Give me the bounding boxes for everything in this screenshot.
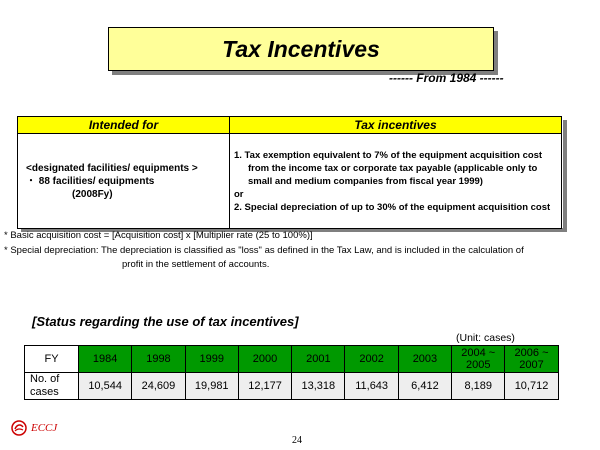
from-note: ------ From 1984 ------ [389,71,504,85]
cases-cell: 8,189 [452,373,505,400]
cases-cell: 12,177 [238,373,291,400]
year-header: 2000 [238,346,291,373]
page-title: Tax Incentives [222,35,380,62]
year-header: 1999 [185,346,238,373]
cases-cell: 6,412 [398,373,451,400]
fy-header: FY [25,346,79,373]
eccj-logo [11,420,57,436]
cases-cell: 10,712 [505,373,558,400]
page-number: 24 [292,435,302,446]
year-header: 2001 [292,346,345,373]
note-special-dep-cont: profit in the settlement of accounts. [122,259,270,270]
year-header: 1998 [132,346,185,373]
year-header: 2004 ~ 2005 [452,346,505,373]
note-basic-cost: * Basic acquisition cost = [Acquisition cost] x [Multiplier rate (25 to 100%)] [4,230,313,241]
incentive-table [17,116,562,229]
cases-cell: 24,609 [132,373,185,400]
cases-row-label: No. of cases [25,373,79,400]
year-header: 1984 [79,346,132,373]
logo-text: ECCJ [31,422,58,434]
tax-incentives-cell [230,134,562,229]
intended-for-cell [18,134,230,229]
incentive-item-2: 2. Special depreciation of up to 30% of the equipment acquisition cost [234,201,551,213]
incentive-item-1: 1. Tax exemption equivalent to 7% of the equipment acquisition cost from the income tax or corporate tax payable (applicable only to small and medium companies from fiscal year 1999) [234,149,543,187]
year-header: 2003 [398,346,451,373]
cases-cell: 13,318 [292,373,345,400]
incentive-or: or [234,188,244,200]
intended-line: (2008Fy) [72,188,113,200]
unit-label: (Unit: cases) [456,332,515,344]
note-special-dep: * Special depreciation: The depreciation is classified as "loss" as defined in the Tax Law, and is included in the calculation of [4,245,524,256]
year-header: 2006 ~ 2007 [505,346,558,373]
eccj-logo-icon [11,420,27,436]
status-title: [Status regarding the use of tax incentives] [32,314,299,329]
header-intended-for: Intended for [18,117,230,134]
status-table [24,345,559,400]
table-shadow [563,120,567,231]
intended-line: <designated facilities/ equipments > [26,162,198,174]
intended-line: ・ 88 facilities/ equipments [26,175,155,187]
cases-cell: 11,643 [345,373,398,400]
cases-cell: 19,981 [185,373,238,400]
header-tax-incentives: Tax incentives [230,117,562,134]
year-header: 2002 [345,346,398,373]
cases-cell: 10,544 [79,373,132,400]
title-box [108,27,494,71]
